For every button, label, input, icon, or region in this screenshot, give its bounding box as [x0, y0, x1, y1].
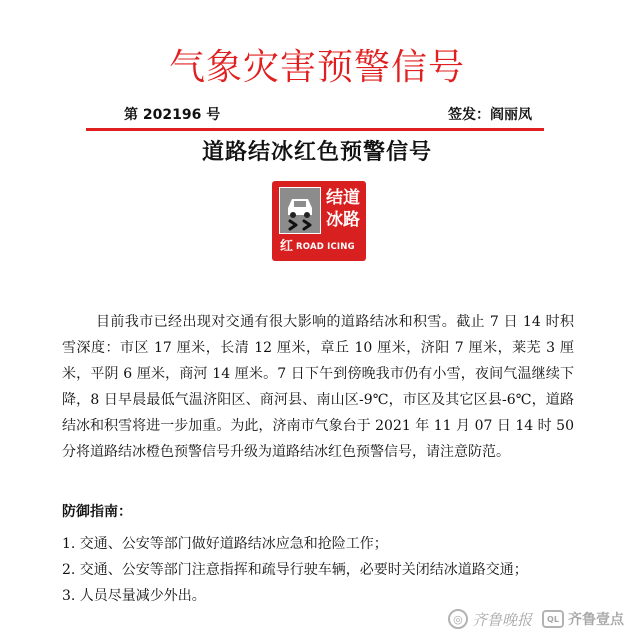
warning-paragraph: 目前我市已经出现对交通有很大影响的道路结冰和积雪。截止 7 日 14 时积雪深度：市区 17 厘米，长清 12 厘米，章丘 10 厘米，济阳 7 厘米，莱芜 3 厘米，平阴 6 厘米，商河 14 厘米。7 日下午到傍晚我市仍有小雪，夜间气温继续下降，8 日早晨最低气温济阳区、商河县、南山区-9℃，市区及其它区县-6℃，道路结冰和积雪将进一步加重。为此，济南市气象台于 2021 年 11 月 07 日 14 时 50 分将道路结冰橙色预警信号升级为道路结冰红色预警信号，请注意防范。	[62, 314, 574, 460]
icon-cn-line-1: 结道	[326, 188, 360, 208]
issue-number: 第 202196 号	[124, 107, 221, 123]
skidding-car-icon	[279, 187, 321, 234]
icon-english-label: ROAD ICING	[296, 242, 355, 252]
document-title: 气象灾害预警信号	[168, 47, 465, 88]
defense-guide-list	[62, 531, 574, 609]
guide-item: 2. 交通、公安等部门注意指挥和疏导行驶车辆，必要时关闭结冰道路交通；	[62, 562, 528, 578]
icon-level-label: 红	[280, 239, 294, 254]
guide-item: 3. 人员尽量减少外出。	[62, 588, 206, 604]
icon-cn-line-2: 冰路	[326, 210, 360, 230]
watermark-name: 齐鲁壹点	[568, 612, 624, 628]
signer: 签发：阎丽凤	[448, 107, 532, 123]
signal-title: 道路结冰红色预警信号	[201, 139, 432, 165]
defense-guide-heading: 防御指南：	[62, 504, 132, 520]
watermark-seal-icon: ◎	[448, 609, 468, 629]
guide-item: 1. 交通、公安等部门做好道路结冰应急和抢险工作；	[62, 536, 388, 552]
watermark-script-text: 齐鲁晚报	[471, 610, 532, 629]
watermark	[448, 606, 624, 632]
watermark-logo-icon: QL	[542, 610, 564, 628]
red-divider	[86, 128, 544, 131]
road-icing-warning-icon	[272, 181, 366, 261]
